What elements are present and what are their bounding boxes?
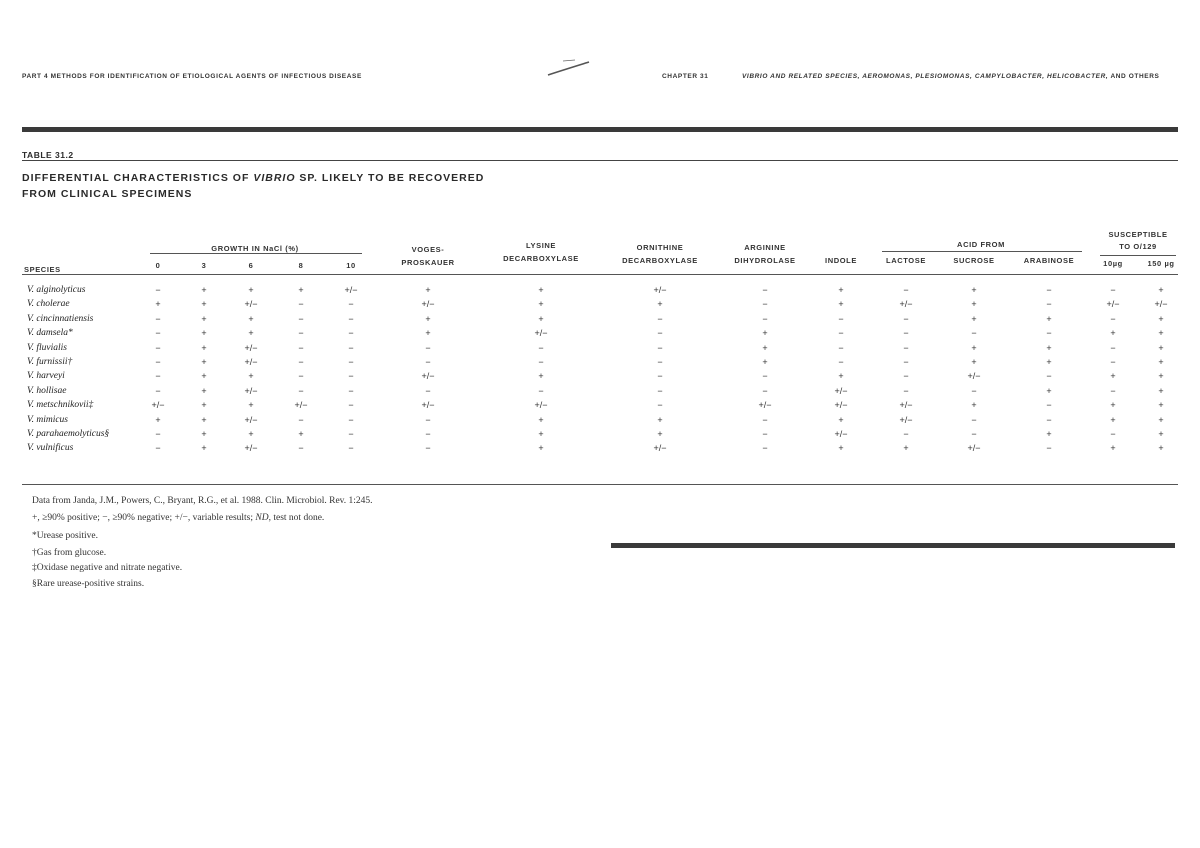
table-cell: − [762, 285, 768, 295]
species-name: V. fluvialis [27, 342, 67, 353]
table-cell: + [201, 313, 207, 324]
table-cell: − [348, 400, 354, 411]
table-title: DIFFERENTIAL CHARACTERISTICS OF VIBRIO SP. LIKELY TO BE RECOVERED FROM CLINICAL SPECIMENS [22, 172, 485, 200]
table-cell: + [1110, 400, 1116, 411]
table-cell: + [1158, 342, 1164, 353]
table-cell: + [538, 429, 544, 439]
table-cell: + [201, 342, 207, 353]
header-susceptible-10ug: 10µg [1103, 259, 1123, 268]
table-cell: − [348, 371, 354, 382]
pen-scribble-mark [545, 58, 595, 80]
table-cell: + [1110, 414, 1116, 425]
table-cell: + [1158, 285, 1164, 295]
table-label: TABLE 31.2 [22, 150, 74, 160]
species-name: V. parahaemolyticus§ [27, 429, 110, 439]
table-cell: − [348, 313, 354, 324]
footnote-gas: †Gas from glucose. [32, 548, 107, 558]
table-cell: +/− [899, 299, 913, 310]
table-cell: − [155, 371, 161, 382]
header-species: SPECIES [24, 265, 61, 274]
species-name: V. cincinnatiensis [27, 313, 94, 324]
table-cell: − [762, 299, 768, 310]
table-cell: +/− [244, 385, 258, 396]
table-cell: +/− [534, 328, 548, 339]
table-cell: + [201, 285, 207, 295]
table-cell: − [657, 400, 663, 411]
table-cell: +/− [534, 400, 548, 411]
table-cell: + [838, 443, 844, 454]
header-nacl-10: 10 [346, 261, 356, 270]
table-cell: +/− [244, 342, 258, 353]
table-cell: + [762, 328, 768, 339]
header-nacl-8: 8 [298, 261, 304, 270]
table-cell: + [1110, 443, 1116, 454]
table-cell: + [425, 328, 431, 339]
table-cell: − [1046, 371, 1052, 382]
table-cell: + [1158, 371, 1164, 382]
species-name: V. vulnificus [27, 443, 74, 454]
table-cell: − [538, 385, 544, 396]
footnote-oxidase: ‡Oxidase negative and nitrate negative. [32, 563, 183, 573]
header-growth-nacl: GROWTH IN NaCl (%) [211, 244, 299, 253]
table-cell: + [1158, 414, 1164, 425]
table-cell: − [1046, 299, 1052, 310]
table-cell: + [1158, 328, 1164, 339]
table-cell: +/− [653, 285, 667, 295]
table-cell: + [1046, 429, 1052, 439]
table-cell: − [762, 429, 768, 439]
species-name: V. cholerae [27, 299, 70, 310]
table-cell: + [838, 371, 844, 382]
header-bottom-rule [22, 274, 1178, 275]
table-cell: − [155, 443, 161, 454]
table-cell: − [903, 285, 909, 295]
running-header-right: VIBRIO AND RELATED SPECIES, AEROMONAS, PLESIOMONAS, CAMPYLOBACTER, HELICOBACTER, AND OTHERS [742, 73, 1160, 80]
table-cell: + [538, 285, 544, 295]
table-cell: +/− [834, 400, 848, 411]
header-susceptible-150ug: 150 µg [1147, 259, 1175, 268]
table-cell: + [538, 313, 544, 324]
table-cell: − [838, 328, 844, 339]
header-nacl-3: 3 [201, 261, 207, 270]
table-cell: − [971, 429, 977, 439]
table-cell: + [538, 299, 544, 310]
table-cell: − [657, 371, 663, 382]
table-cell: + [248, 429, 254, 439]
table-cell: − [298, 414, 304, 425]
table-cell: + [248, 328, 254, 339]
table-cell: + [1158, 357, 1164, 367]
table-cell: +/− [834, 429, 848, 439]
table-cell: + [1046, 385, 1052, 396]
table-cell: +/− [758, 400, 772, 411]
table-cell: + [248, 285, 254, 295]
table-cell: − [762, 385, 768, 396]
table-cell: − [657, 313, 663, 324]
table-cell: + [248, 313, 254, 324]
table-cell: − [348, 443, 354, 454]
footer-rule [611, 543, 1175, 548]
running-header-chapter: CHAPTER 31 [662, 73, 709, 80]
table-cell: + [425, 313, 431, 324]
table-cell: − [657, 385, 663, 396]
table-cell: + [838, 414, 844, 425]
table-cell: − [348, 414, 354, 425]
table-cell: +/− [1154, 299, 1168, 310]
table-cell: − [348, 328, 354, 339]
header-arginine: ARGININE DIHYDROLASE [734, 243, 796, 265]
table-cell: − [298, 313, 304, 324]
table-cell: + [538, 414, 544, 425]
table-cell: − [1046, 285, 1052, 295]
table-cell: − [538, 342, 544, 353]
table-cell: − [298, 385, 304, 396]
table-cell: +/− [244, 443, 258, 454]
table-cell: − [903, 328, 909, 339]
table-cell: − [155, 313, 161, 324]
running-header-left: PART 4 METHODS FOR IDENTIFICATION OF ETIOLOGICAL AGENTS OF INFECTIOUS DISEASE [22, 73, 362, 80]
table-label-rule [22, 160, 1178, 161]
table-cell: − [348, 357, 354, 367]
table-cell: + [1046, 357, 1052, 367]
table-cell: + [657, 414, 663, 425]
table-cell: − [425, 443, 431, 454]
acid-underline [882, 251, 1082, 252]
table-cell: + [298, 429, 304, 439]
table-cell: − [762, 313, 768, 324]
table-cell: − [348, 299, 354, 310]
table-cell: − [903, 313, 909, 324]
table-cell: + [1046, 313, 1052, 324]
table-cell: + [971, 285, 977, 295]
table-cell: − [1046, 328, 1052, 339]
table-cell: + [1158, 443, 1164, 454]
table-cell: − [657, 357, 663, 367]
table-cell: − [1110, 429, 1116, 439]
table-cell: − [903, 429, 909, 439]
table-cell: − [538, 357, 544, 367]
table-cell: +/− [967, 443, 981, 454]
table-cell: − [971, 414, 977, 425]
table-cell: +/− [244, 299, 258, 310]
table-cell: − [155, 285, 161, 295]
table-cell: + [1158, 429, 1164, 439]
table-cell: − [425, 385, 431, 396]
header-acid-from: ACID FROM [957, 240, 1005, 249]
table-cell: − [298, 371, 304, 382]
table-cell: +/− [421, 299, 435, 310]
table-cell: + [971, 357, 977, 367]
table-cell: +/− [244, 414, 258, 425]
footnote-rare-urease: §Rare urease-positive strains. [32, 579, 145, 589]
nacl-underline [150, 253, 362, 254]
table-cell: +/− [899, 414, 913, 425]
species-name: V. metschnikovii‡ [27, 400, 94, 411]
table-cell: − [762, 371, 768, 382]
table-cell: − [657, 328, 663, 339]
table-cell: + [838, 299, 844, 310]
header-nacl-0: 0 [155, 261, 161, 270]
header-lysine: LYSINE DECARBOXYLASE [503, 241, 579, 263]
table-cell: − [348, 429, 354, 439]
table-cell: + [201, 414, 207, 425]
table-cell: + [838, 285, 844, 295]
table-cell: + [201, 429, 207, 439]
table-cell: − [348, 385, 354, 396]
table-cell: + [762, 357, 768, 367]
header-lactose: LACTOSE [886, 256, 926, 265]
table-cell: − [971, 385, 977, 396]
table-cell: − [155, 342, 161, 353]
table-cell: − [155, 328, 161, 339]
table-cell: + [155, 299, 161, 310]
table-cell: +/− [294, 400, 308, 411]
table-cell: + [201, 357, 207, 367]
table-cell: +/− [899, 400, 913, 411]
table-cell: +/− [834, 385, 848, 396]
table-cell: + [248, 400, 254, 411]
table-cell: + [971, 313, 977, 324]
table-cell: +/− [653, 443, 667, 454]
table-cell: − [425, 429, 431, 439]
table-cell: +/− [344, 285, 358, 295]
table-cell: + [425, 285, 431, 295]
table-cell: + [201, 385, 207, 396]
table-cell: − [1110, 357, 1116, 367]
table-cell: − [298, 357, 304, 367]
table-cell: − [971, 328, 977, 339]
table-cell: − [838, 357, 844, 367]
table-cell: + [1110, 371, 1116, 382]
footnote-legend: +, ≥90% positive; −, ≥90% negative; +/−, variable results; ND, test not done. [32, 513, 325, 523]
table-cell: − [298, 299, 304, 310]
table-cell: +/− [967, 371, 981, 382]
table-cell: − [348, 342, 354, 353]
table-cell: + [1158, 385, 1164, 396]
table-cell: − [1110, 285, 1116, 295]
table-cell: + [971, 299, 977, 310]
header-susceptible: SUSCEPTIBLE TO O/129 [1108, 230, 1168, 251]
table-cell: − [425, 342, 431, 353]
table-cell: − [838, 342, 844, 353]
table-cell: − [1110, 313, 1116, 324]
table-cell: − [762, 443, 768, 454]
table-cell: + [201, 371, 207, 382]
table-cell: + [903, 443, 909, 454]
table-cell: + [201, 443, 207, 454]
table-cell: − [903, 342, 909, 353]
table-cell: + [538, 371, 544, 382]
table-cell: − [657, 342, 663, 353]
table-cell: − [155, 357, 161, 367]
table-cell: + [1158, 313, 1164, 324]
table-cell: − [1046, 414, 1052, 425]
table-cell: − [155, 429, 161, 439]
header-voges-proskauer: VOGES- PROSKAUER [401, 245, 455, 267]
species-name: V. furnissii† [27, 357, 73, 367]
table-cell: + [971, 342, 977, 353]
header-nacl-6: 6 [248, 261, 254, 270]
table-cell: + [298, 285, 304, 295]
table-cell: − [1110, 342, 1116, 353]
header-ornithine: ORNITHINE DECARBOXYLASE [622, 243, 698, 265]
table-cell: +/− [421, 400, 435, 411]
table-cell: − [903, 357, 909, 367]
table-cell: − [1110, 385, 1116, 396]
table-cell: − [903, 385, 909, 396]
table-cell: − [903, 371, 909, 382]
table-cell: − [1046, 443, 1052, 454]
table-cell: − [762, 414, 768, 425]
header-arabinose: ARABINOSE [1023, 256, 1075, 265]
table-cell: + [201, 400, 207, 411]
table-cell: + [657, 429, 663, 439]
susceptible-underline [1100, 255, 1176, 256]
table-cell: + [538, 443, 544, 454]
species-name: V. hollisae [27, 385, 67, 396]
footnote-urease: *Urease positive. [32, 531, 98, 541]
table-cell: − [425, 357, 431, 367]
table-cell: − [298, 328, 304, 339]
table-cell: + [248, 371, 254, 382]
table-cell: + [201, 299, 207, 310]
table-cell: − [155, 385, 161, 396]
table-cell: + [201, 328, 207, 339]
table-cell: +/− [151, 400, 165, 411]
table-cell: − [425, 414, 431, 425]
table-cell: +/− [244, 357, 258, 367]
table-cell: +/− [421, 371, 435, 382]
species-name: V. damsela* [27, 328, 73, 339]
table-cell: + [971, 400, 977, 411]
header-rule [22, 127, 1178, 132]
table-cell: +/− [1106, 299, 1120, 310]
table-cell: + [155, 414, 161, 425]
table-cell: + [1110, 328, 1116, 339]
species-name: V. harveyi [27, 371, 65, 382]
table-cell: − [838, 313, 844, 324]
table-cell: + [1158, 400, 1164, 411]
species-name: V. mimicus [27, 414, 68, 425]
table-cell: + [657, 299, 663, 310]
table-cell: − [298, 443, 304, 454]
footnote-source: Data from Janda, J.M., Powers, C., Bryant, R.G., et al. 1988. Clin. Microbiol. Rev. 1:245. [32, 496, 373, 506]
header-indole: INDOLE [825, 256, 857, 265]
table-cell: − [298, 342, 304, 353]
header-sucrose: SUCROSE [953, 256, 995, 265]
table-bottom-rule [22, 484, 1178, 485]
species-name: V. alginolyticus [27, 285, 86, 295]
table-cell: + [762, 342, 768, 353]
table-cell: − [1046, 400, 1052, 411]
table-cell: + [1046, 342, 1052, 353]
